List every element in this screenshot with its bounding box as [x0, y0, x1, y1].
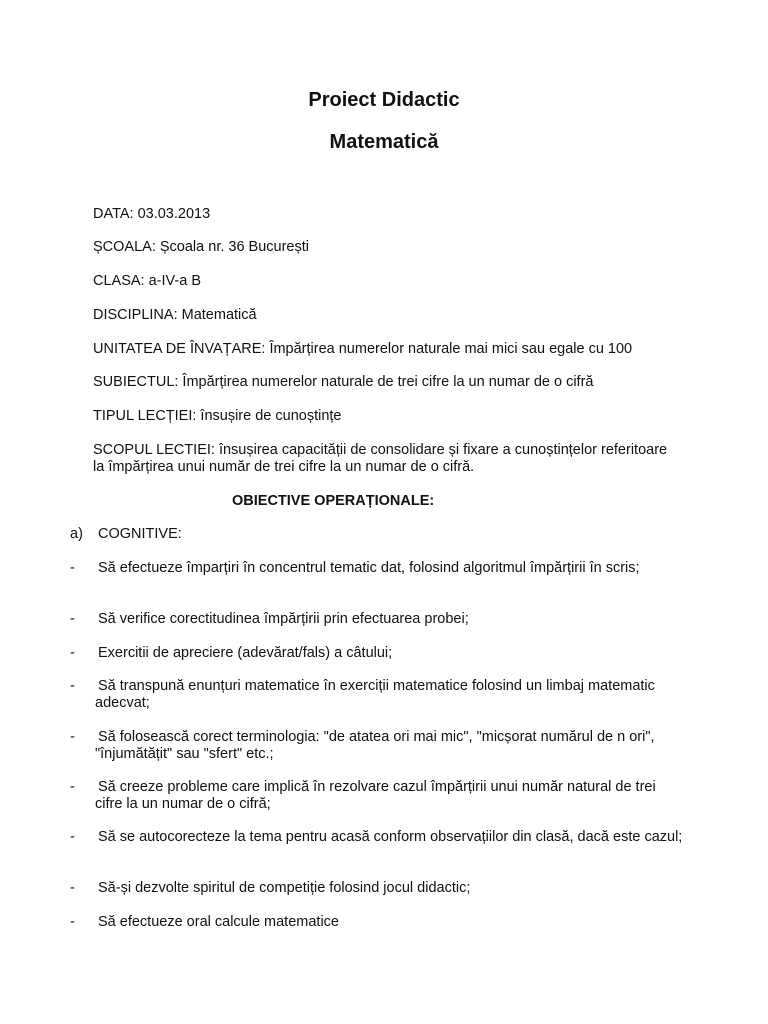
objective-text: Să creeze probleme care implică în rezolvare cazul împărțirii unui număr natural de trei cifre la un numar de o cifră; — [95, 779, 656, 812]
bullet-dash: - — [70, 914, 75, 930]
objective-item — [70, 829, 690, 846]
info-discipline: DISCIPLINA: Matematică — [93, 307, 257, 323]
info-lesson-goal: SCOPUL LECTIEI: însușirea capacității de consolidare și fixare a cunoștințelor referitoare la împărțirea unui număr de trei cifre la un numar de o cifră. — [93, 442, 668, 475]
objective-item — [70, 914, 690, 931]
objective-item — [70, 880, 690, 897]
section-letter: a) — [70, 526, 83, 542]
bullet-dash: - — [70, 611, 75, 627]
bullet-dash: - — [70, 645, 75, 661]
info-school: ȘCOALA: Școala nr. 36 București — [93, 239, 309, 255]
bullet-dash: - — [70, 880, 75, 896]
info-date: DATA: 03.03.2013 — [93, 206, 211, 222]
bullet-dash: - — [70, 829, 75, 845]
objectives-heading: OBIECTIVE OPERAȚIONALE: — [232, 493, 435, 509]
info-subject: SUBIECTUL: Împărțirea numerelor naturale de trei cifre la un numar de o cifră — [93, 374, 594, 390]
objective-text: Să transpună enunțuri matematice în exerciții matematice folosind un limbaj matematic adecvat; — [95, 678, 655, 711]
info-lesson-type: TIPUL LECȚIEI: însușire de cunoștințe — [93, 408, 342, 424]
objective-item — [70, 560, 690, 577]
objective-text: Să verifice corectitudinea împărțirii prin efectuarea probei; — [98, 611, 469, 627]
document-title: Proiect Didactic — [308, 89, 460, 111]
objective-text: Să-și dezvolte spiritul de competiție folosind jocul didactic; — [98, 880, 471, 896]
info-class: CLASA: a-IV-a B — [93, 273, 201, 289]
objective-text: Să efectueze împarțiri în concentrul tematic dat, folosind algoritmul împărțirii în scris; — [98, 560, 640, 576]
objective-item — [70, 779, 690, 813]
objective-text: Să efectueze oral calcule matematice — [98, 914, 339, 930]
bullet-dash: - — [70, 678, 75, 694]
objective-item — [70, 678, 690, 712]
objective-item — [70, 611, 690, 628]
objective-text: Să se autocorecteze la tema pentru acasă conform observațiilor din clasă, dacă este cazul; — [98, 829, 683, 845]
objective-item — [70, 645, 690, 662]
objective-text: Exercitii de apreciere (adevărat/fals) a câtului; — [98, 645, 393, 661]
objective-item — [70, 729, 690, 763]
section-cognitive — [70, 526, 182, 542]
bullet-dash: - — [70, 729, 75, 745]
section-label: COGNITIVE: — [98, 526, 182, 542]
subject-title: Matematică — [329, 131, 439, 153]
bullet-dash: - — [70, 560, 75, 576]
objective-text: Să folosească corect terminologia: "de atatea ori mai mic", "micșorat numărul de n ori", "înjumătățit" sau "sfert" etc.; — [95, 729, 655, 762]
info-learning-unit: UNITATEA DE ÎNVAȚARE: Împărțirea numerelor naturale mai mici sau egale cu 100 — [93, 341, 633, 357]
bullet-dash: - — [70, 779, 75, 795]
